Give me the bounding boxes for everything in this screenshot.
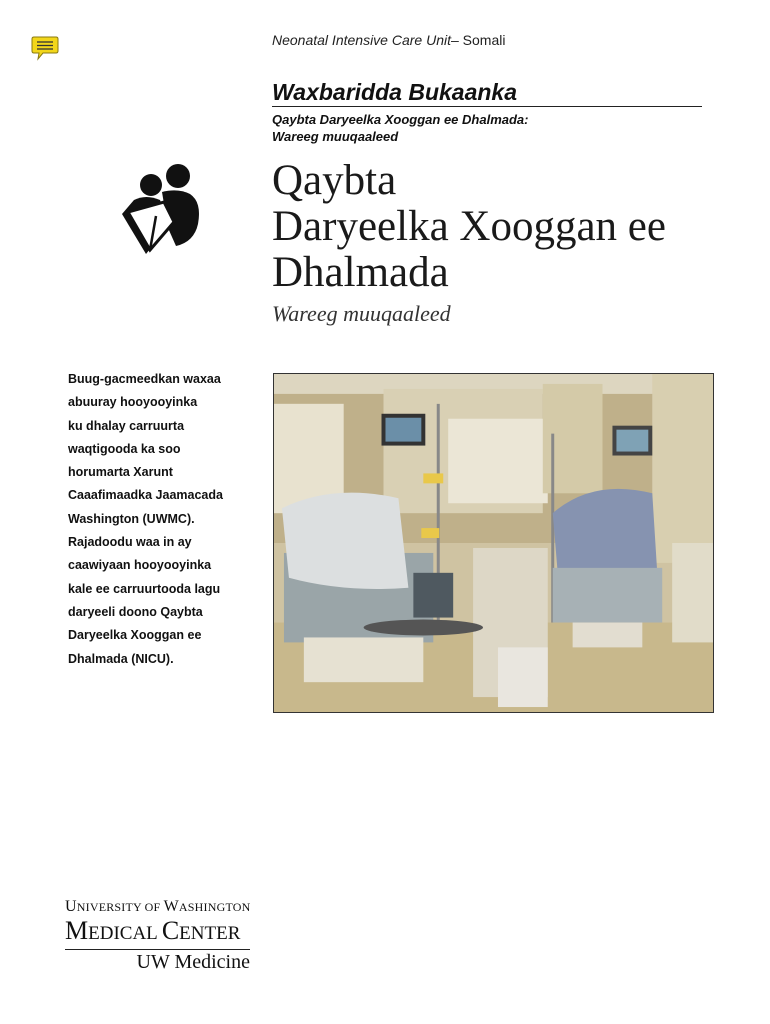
uw-medical-center-logo — [65, 898, 255, 974]
main-title-line: Qaybta — [272, 157, 397, 204]
intro-line: caawiyaan hooyooyinka — [68, 558, 212, 573]
subtitle-line: Wareeg muuqaaleed — [272, 129, 399, 144]
people-reading-icon — [118, 158, 204, 256]
logo-university-line: UNIVERSITY OF WASHINGTON — [65, 898, 251, 915]
logo-medical-center-line: MEDICAL CENTER — [65, 916, 241, 945]
nicu-room-photo — [273, 373, 714, 713]
intro-line: Buug-gacmeedkan waxaa — [68, 372, 221, 386]
department-name: Neonatal Intensive Care Unit — [272, 32, 451, 48]
intro-line: Dhalmada (NICU). — [68, 651, 174, 666]
logo-divider — [65, 949, 250, 950]
intro-line: kale ee carruurtooda lagu — [68, 581, 221, 596]
intro-paragraph — [68, 368, 258, 671]
intro-line: Rajadoodu waa in ay — [68, 535, 192, 550]
intro-line: ku dhalay carruurta — [68, 418, 185, 433]
logo-uw-medicine: UW Medicine — [136, 951, 250, 973]
intro-line: horumarta Xarunt — [68, 465, 173, 480]
department-header — [272, 32, 505, 48]
subtitle-line: Qaybta Daryeelka Xooggan ee Dhalmada: — [272, 112, 529, 127]
language-label: – Somali — [451, 32, 506, 48]
subtitle — [272, 111, 528, 145]
intro-line: Daryeelka Xooggan ee — [68, 628, 202, 643]
main-subtitle: Wareeg muuqaaleed — [272, 301, 451, 326]
comment-note-icon[interactable] — [31, 35, 59, 61]
intro-line: Washington (UWMC). — [68, 511, 195, 526]
intro-line: abuuray hooyooyinka — [68, 395, 198, 410]
intro-line: Caaafimaadka Jaamacada — [68, 488, 223, 503]
main-title — [272, 158, 666, 296]
main-title-line: Daryeelka Xooggan ee — [272, 203, 666, 250]
intro-line: waqtigooda ka soo — [68, 441, 181, 456]
main-title-line: Dhalmada — [272, 249, 449, 296]
series-title: Waxbaridda Bukaanka — [272, 79, 518, 105]
title-divider — [272, 106, 702, 107]
intro-line: daryeeli doono Qaybta — [68, 604, 203, 619]
